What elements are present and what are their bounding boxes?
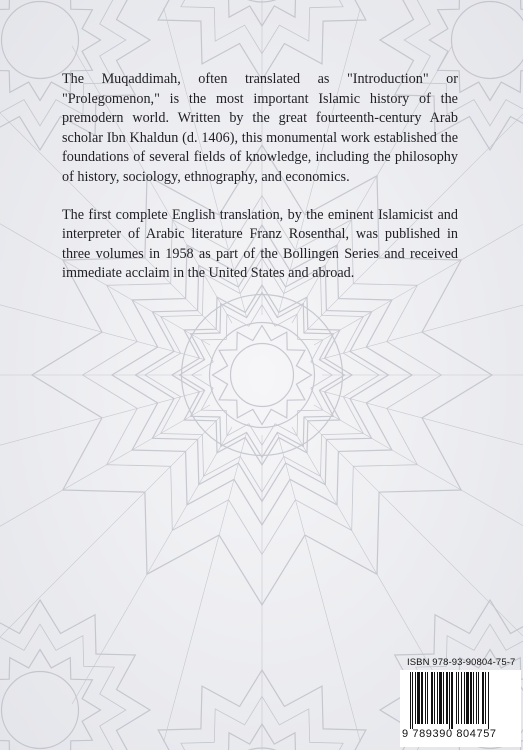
barcode-bar xyxy=(461,672,462,724)
barcode-bar xyxy=(485,672,486,724)
barcode-bar xyxy=(449,672,450,729)
barcode-bar xyxy=(476,672,477,724)
description-paragraph-2: The first complete English translation, by the eminent Islamicist and interpreter of Arabic literature Franz Rosenthal, was published in three volumes in 1958 as part of the Bollingen Series and received immediate acclaim in the United States and abroad. xyxy=(62,206,458,282)
barcode-bar xyxy=(431,672,433,724)
barcode-bar xyxy=(488,672,489,729)
barcode-bar xyxy=(410,672,411,729)
barcode-bar xyxy=(478,672,479,724)
barcode-digits: 9 789390 804757 xyxy=(402,728,497,740)
barcode-bar xyxy=(427,672,428,724)
barcode-bar xyxy=(425,672,426,724)
barcode-bar xyxy=(473,672,474,724)
barcode-bars xyxy=(408,672,516,729)
barcode-bar xyxy=(482,672,484,724)
barcode xyxy=(400,670,521,747)
barcode-bar xyxy=(417,672,420,724)
barcode-bar xyxy=(437,672,438,724)
isbn-label: ISBN 978-93-90804-75-7 xyxy=(407,657,516,668)
barcode-bar xyxy=(415,672,416,724)
description-text xyxy=(62,70,458,302)
barcode-bar xyxy=(434,672,435,724)
barcode-bar xyxy=(412,672,413,729)
barcode-bar xyxy=(466,672,469,724)
barcode-bar xyxy=(443,672,444,724)
barcode-bar xyxy=(451,672,453,729)
barcode-bar xyxy=(464,672,465,724)
barcode-bar xyxy=(446,672,448,724)
barcode-bar xyxy=(439,672,442,724)
barcode-bar xyxy=(470,672,472,724)
barcode-bar xyxy=(456,672,457,724)
barcode-bar xyxy=(421,672,423,724)
description-paragraph-1: The Muqaddimah, often translated as "Introduction" or "Prolegomenon," is the most important Islamic history of the premodern world. Written by the great fourteenth-century Arab scholar Ibn Khaldun (d. 1406), this monumental work established the foundations of several fields of knowledge, including the philosophy of history, sociology, ethnography, and economics. xyxy=(62,71,458,185)
barcode-bar xyxy=(458,672,459,724)
